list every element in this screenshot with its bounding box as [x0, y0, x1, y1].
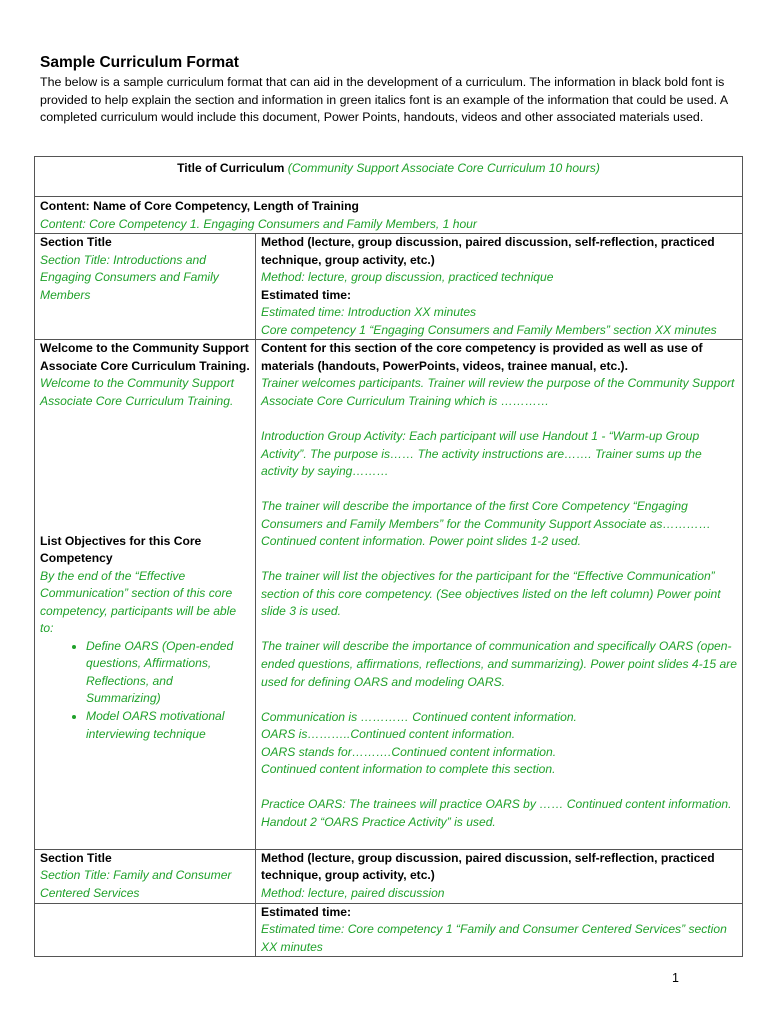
list-item: • Define OARS (Open-ended questions, Affirmations, Reflections, and Summarizing)	[86, 638, 250, 708]
section-1-time-label: Estimated time:	[261, 287, 352, 302]
section-2-time-right-cell	[256, 903, 743, 957]
welcome-right-cell	[256, 340, 743, 850]
welcome-paragraph-5: The trainer will describe the importance of communication and specifically OARS (open-ended questions, affirmations, reflections, and summarizing). Power point slides 4-15 are used for defining OARS and modeling OARS.	[261, 639, 737, 689]
section-2-right-cell	[256, 849, 743, 903]
welcome-paragraph-6-line-1: Communication is ………… Continued content information.	[261, 709, 577, 724]
section-1-title-label: Section Title	[40, 235, 112, 250]
section-2-title-label: Section Title	[40, 850, 112, 865]
section-1-method-label: Method (lecture, group discussion, paired discussion, self-reflection, practiced technique, group activity, etc.)	[261, 235, 715, 267]
welcome-paragraph-8: Handout 2 “OARS Practice Activity” is used.	[261, 814, 496, 829]
section-2-left-cell	[35, 849, 256, 903]
section-1-title-example: Section Title: Introductions and Engaging Consumers and Family Members	[40, 252, 219, 302]
table-row-title	[35, 157, 743, 197]
title-label: Title of Curriculum	[177, 161, 285, 175]
section-1-method-example: Method: lecture, group discussion, practiced technique	[261, 270, 554, 285]
section-2-title-example: Section Title: Family and Consumer Centered Services	[40, 868, 232, 900]
objectives-label: List Objectives for this Core Competency	[40, 533, 202, 566]
table-row-section-2-time	[35, 903, 743, 957]
table-row-section-1	[35, 234, 743, 340]
intro-paragraph: The below is a sample curriculum format that can aid in the development of a curriculum. The information in black bold font is provided to help explain the section and information in green italics font is an example of the information that could be used. A completed curriculum would include this document, Power Points, handouts, videos and other associated materials used.	[40, 75, 728, 125]
title-example: (Community Support Associate Core Curriculum 10 hours)	[287, 161, 600, 175]
section-2-time-example: Estimated time: Core competency 1 “Family and Consumer Centered Services” section XX minutes	[261, 922, 727, 954]
section-2-method-example: Method: lecture, paired discussion	[261, 886, 445, 900]
welcome-left-cell	[35, 340, 256, 850]
page-number: 1	[672, 971, 679, 985]
welcome-paragraph-4: The trainer will list the objectives for the participant for the “Effective Communication” section of this core competency. (See objectives listed on the left column) Power point slide 3 is used.	[261, 569, 721, 619]
table-row-section-2	[35, 849, 743, 903]
welcome-paragraph-7: Practice OARS: The trainees will practice OARS by …… Continued content information.	[261, 797, 732, 812]
section-1-time-example-2: Core competency 1 “Engaging Consumers and Family Members” section XX minutes	[261, 322, 717, 337]
content-example: Content: Core Competency 1. Engaging Consumers and Family Members, 1 hour	[40, 216, 477, 231]
content-label: Content: Name of Core Competency, Length of Training	[40, 199, 359, 213]
objectives-example: By the end of the “Effective Communication” section of this core competency, participants will be able to:	[40, 568, 237, 636]
section-1-right-cell	[256, 234, 743, 340]
curriculum-table	[34, 156, 743, 957]
list-item: • Model OARS motivational interviewing technique	[86, 708, 250, 743]
welcome-paragraph-6-line-3: OARS stands for……….Continued content information.	[261, 744, 557, 759]
welcome-example: Welcome to the Community Support Associate Core Curriculum Training.	[40, 376, 235, 409]
section-2-time-left-cell	[35, 903, 256, 957]
table-row-welcome	[35, 340, 743, 850]
welcome-paragraph-2: Introduction Group Activity: Each participant will use Handout 1 - “Warm-up Group Activity”. The purpose is…… The activity instructions are……. Trainer sums up the activity by saying………	[261, 429, 702, 479]
section-1-left-cell	[35, 234, 256, 340]
welcome-paragraph-1: Trainer welcomes participants. Trainer will review the purpose of the Community Support Associate Core Curriculum Training which is …………	[261, 376, 735, 409]
welcome-paragraph-6-line-2: OARS is………..Continued content information.	[261, 727, 516, 742]
curriculum-title-cell	[35, 157, 743, 197]
content-cell	[35, 197, 743, 234]
section-1-time-example-1: Estimated time: Introduction XX minutes	[261, 305, 477, 320]
spacer	[40, 411, 250, 533]
section-2-method-label: Method (lecture, group discussion, paired discussion, self-reflection, practiced technique, group activity, etc.)	[261, 850, 715, 883]
welcome-paragraph-6-line-4: Continued content information to complete this section.	[261, 762, 556, 777]
welcome-label: Welcome to the Community Support Associate Core Curriculum Training.	[40, 341, 250, 373]
welcome-paragraph-3: The trainer will describe the importance of the first Core Competency “Engaging Consumers and Family Members” for the Community Support Associate as………… Continued content information. Power point slides 1-2 used.	[261, 499, 711, 549]
objectives-list	[40, 638, 250, 743]
page-title: Sample Curriculum Format	[40, 54, 239, 71]
section-2-time-label: Estimated time:	[261, 904, 352, 919]
table-row-content	[35, 197, 743, 234]
welcome-content-label: Content for this section of the core competency is provided as well as use of materials (handouts, PowerPoints, videos, trainee manual, etc.).	[261, 341, 703, 373]
